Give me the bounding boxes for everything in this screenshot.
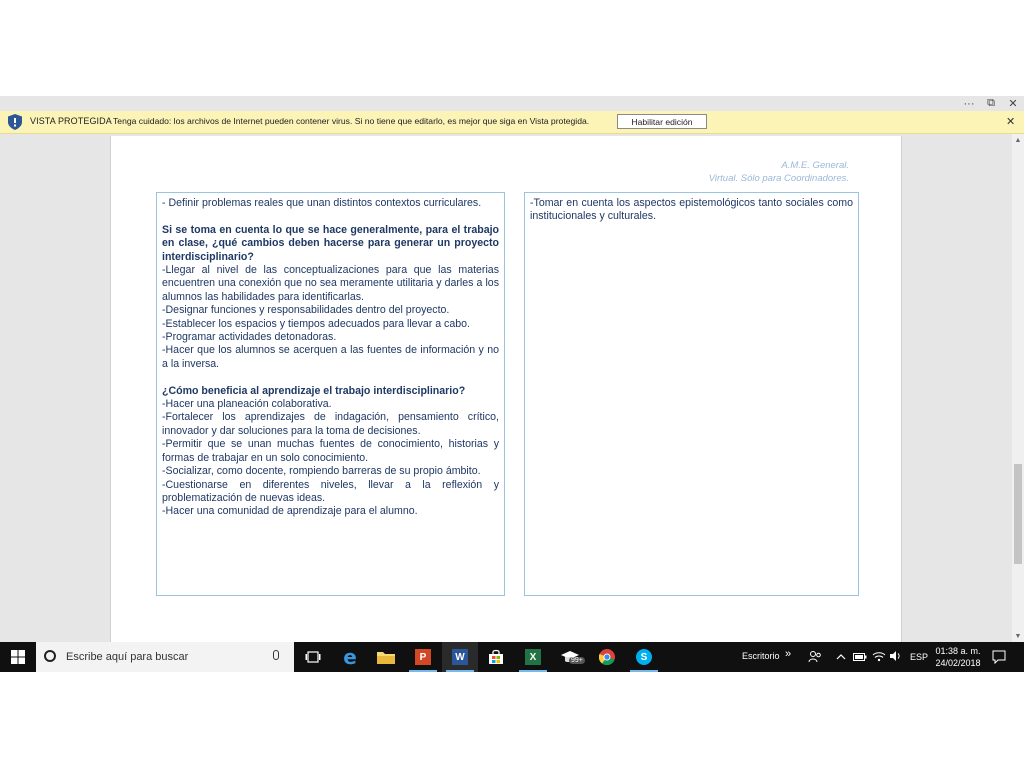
protected-view-title: VISTA PROTEGIDA: [30, 116, 112, 126]
more-options-button[interactable]: ···: [963, 97, 975, 110]
task-view-button[interactable]: [295, 642, 331, 672]
start-button[interactable]: [0, 642, 36, 672]
answer-line: -Permitir que se unan muchas fuentes de conocimiento, historias y formas de trabajar en un solo conocimiento.: [162, 438, 499, 464]
document-area: [0, 134, 1012, 642]
shield-icon: [8, 114, 22, 130]
enable-editing-button[interactable]: Habilitar edición: [617, 114, 707, 129]
search-placeholder: Escribe aquí para buscar: [66, 651, 189, 663]
restore-button[interactable]: ⧉: [987, 97, 995, 109]
answer-line: -Programar actividades detonadoras.: [162, 331, 337, 344]
scroll-up-icon[interactable]: ▲: [1014, 136, 1022, 144]
answer-line: -Establecer los espacios y tiempos adecuados para llevar a cabo.: [162, 317, 470, 330]
answer-line: -Hacer una comunidad de aprendizaje para el alumno.: [162, 505, 418, 518]
page-header: [709, 160, 849, 185]
chrome-icon: [599, 649, 615, 665]
language-indicator[interactable]: ESP: [910, 652, 929, 662]
scroll-thumb[interactable]: [1014, 464, 1022, 564]
chevron-up-icon[interactable]: [836, 653, 846, 661]
task-view-icon: [305, 651, 321, 663]
left-text-box[interactable]: [156, 192, 505, 596]
skype-icon: S: [636, 649, 652, 665]
close-bar-icon[interactable]: ✕: [1006, 116, 1016, 128]
store-app-button[interactable]: [478, 642, 514, 672]
mail-app-button[interactable]: [552, 642, 588, 672]
action-center-icon[interactable]: [992, 650, 1006, 664]
toolbar-chevron-icon[interactable]: »: [785, 648, 792, 660]
answer-line: -Fortalecer los aprendizajes de indagación, pensamiento crítico, innovador y dar soluciones para la toma de decisiones.: [162, 411, 499, 437]
cortana-icon: [44, 650, 56, 662]
document-page: [110, 136, 902, 642]
question-2: ¿Cómo beneficia al aprendizaje el trabajo interdisciplinario?: [162, 384, 466, 397]
paragraph: - Definir problemas reales que unan distintos contextos curriculares.: [162, 197, 482, 209]
powerpoint-icon: P: [415, 649, 431, 665]
answer-line: -Llegar al nivel de las conceptualizaciones para que las materias encuentren una conexión que no sea meramente utilitaria y darles a los alumnos las habilidades para identificarlas.: [162, 264, 499, 303]
folder-icon: [377, 650, 395, 664]
clock-date: 24/02/2018: [935, 658, 981, 668]
taskbar-search-box[interactable]: [36, 642, 294, 672]
people-icon[interactable]: [808, 650, 822, 664]
skype-app-button[interactable]: [626, 642, 662, 672]
window-titlebar: [0, 96, 1024, 111]
windows-logo-icon: [11, 650, 25, 664]
wifi-icon[interactable]: [872, 650, 886, 662]
edge-app-button[interactable]: [332, 642, 368, 672]
word-app-button[interactable]: [442, 642, 478, 672]
notification-badge: 99+: [571, 657, 583, 664]
answer-line: -Socializar, como docente, rompiendo barreras de su propio ámbito.: [162, 465, 481, 478]
header-line-2: Virtual. Sólo para Coordinadores.: [708, 172, 849, 184]
clock-time: 01:38 a. m.: [935, 646, 981, 656]
close-window-button[interactable]: ✕: [1008, 98, 1018, 110]
paragraph: -Tomar en cuenta los aspectos epistemológicos tanto sociales como institucionales y culturales.: [530, 197, 853, 223]
protected-view-message: Tenga cuidado: los archivos de Internet pueden contener virus. Si no tiene que editarlo, es mejor que siga en Vista protegida.: [113, 116, 590, 126]
excel-app-button[interactable]: [515, 642, 551, 672]
screen: [0, 96, 1024, 672]
word-icon: W: [452, 649, 468, 665]
answer-line: -Cuestionarse en diferentes niveles, llevar a la reflexión y problematización de nuevas ideas.: [162, 478, 499, 504]
header-line-1: A.M.E. General.: [781, 160, 849, 171]
microphone-icon[interactable]: [273, 650, 279, 660]
vertical-scrollbar[interactable]: [1012, 134, 1024, 642]
clock[interactable]: [930, 645, 986, 669]
right-text-box[interactable]: [524, 192, 859, 596]
volume-icon[interactable]: [889, 650, 903, 662]
taskbar: [0, 642, 1024, 672]
battery-icon[interactable]: [853, 652, 867, 662]
chrome-app-button[interactable]: [589, 642, 625, 672]
edge-icon: e: [343, 645, 357, 669]
desktop-toolbar-label[interactable]: Escritorio: [742, 651, 780, 661]
powerpoint-app-button[interactable]: [405, 642, 441, 672]
answer-line: -Hacer una planeación colaborativa.: [162, 398, 332, 411]
excel-icon: X: [525, 649, 541, 665]
question-1: Si se toma en cuenta lo que se hace generalmente, para el trabajo en clase, ¿qué cambios deben hacerse para generar un proyecto interdisciplinario?: [162, 223, 499, 263]
store-bag-icon: [488, 649, 504, 665]
scroll-down-icon[interactable]: ▼: [1014, 632, 1022, 640]
file-explorer-button[interactable]: [368, 642, 404, 672]
answer-line: -Designar funciones y responsabilidades dentro del proyecto.: [162, 304, 450, 317]
answer-line: -Hacer que los alumnos se acerquen a las fuentes de información y no a la inversa.: [162, 344, 499, 370]
protected-view-bar: [0, 111, 1024, 134]
